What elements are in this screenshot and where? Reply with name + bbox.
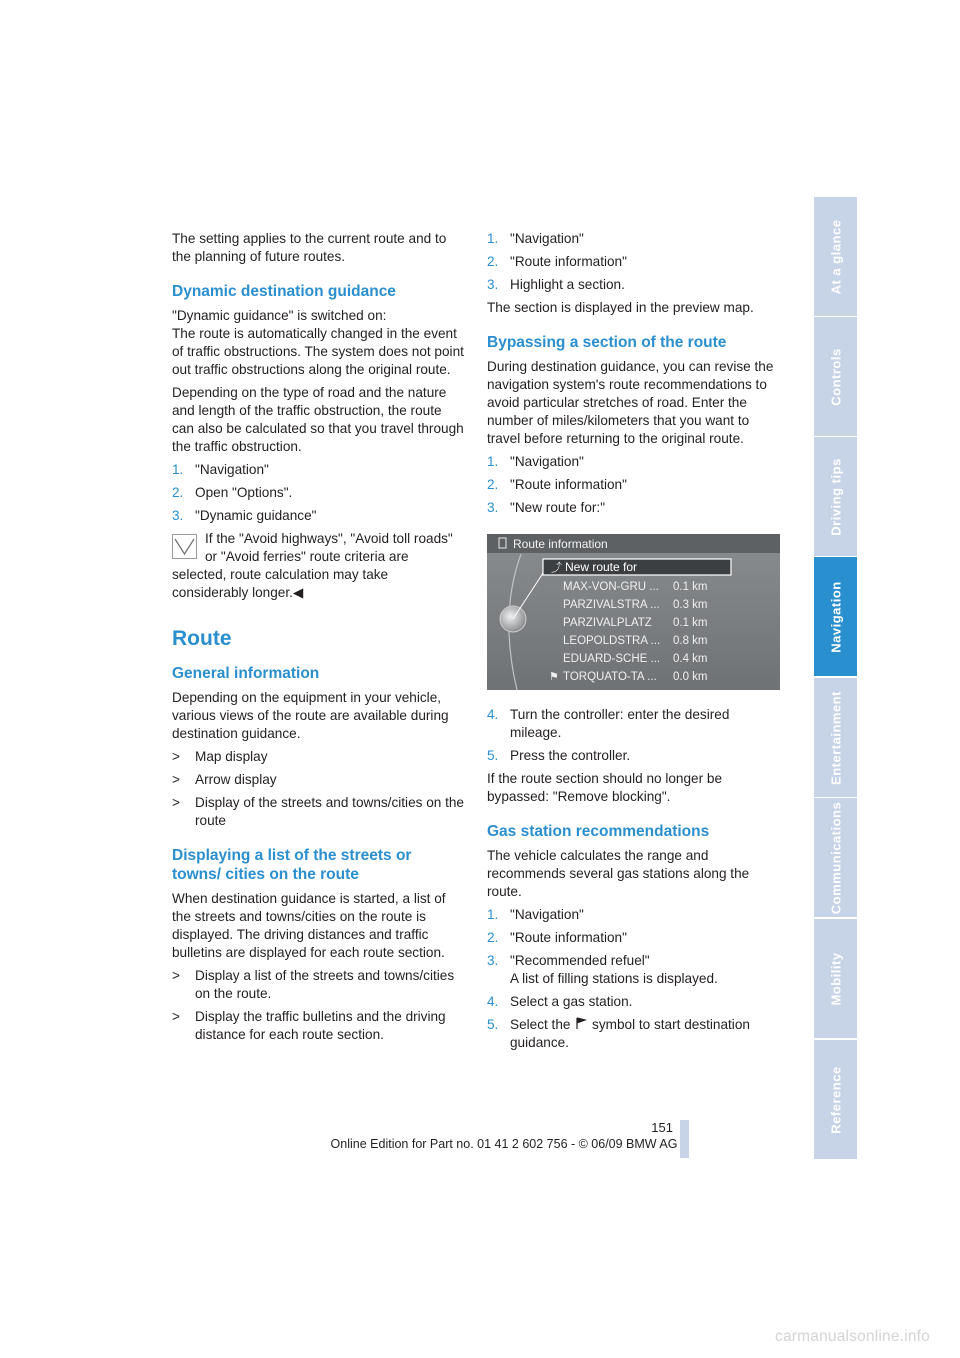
step-text: "Dynamic guidance": [195, 508, 317, 523]
tab-label: Navigation: [828, 580, 843, 653]
step-item: [487, 929, 781, 947]
bullet-marker: >: [172, 772, 180, 787]
step-item: [487, 1016, 781, 1052]
route-row-name: EDUARD-SCHE ...: [563, 653, 661, 665]
step-item: [487, 747, 781, 765]
edition-footer: Online Edition for Part no. 01 41 2 602 756 - © 06/09 BMW AG: [330, 1137, 678, 1151]
step-number: 1.: [487, 907, 499, 922]
route-row-name: PARZIVALPLATZ: [563, 617, 652, 629]
bullet-text: Map display: [195, 749, 268, 764]
tab-entertainment[interactable]: [814, 678, 857, 797]
note-box: [172, 530, 464, 602]
step-number: 5.: [487, 748, 499, 763]
tab-communications[interactable]: [814, 798, 857, 917]
left-column: [172, 230, 464, 1049]
bypass-paragraph: During destination guidance, you can revise the navigation system's route recommendations to avoid particular stretches of road. Enter the number of miles/kilometers that you want to travel before returning to the original route.: [487, 359, 774, 446]
bullet-marker: >: [172, 968, 180, 983]
route-row-distance: 0.3 km: [673, 599, 708, 611]
intro-paragraph: The setting applies to the current route and to the planning of future routes.: [172, 231, 447, 264]
tab-label: At a glance: [828, 219, 843, 294]
tab-driving-tips[interactable]: [814, 437, 857, 556]
destination-flag-icon: ⚑: [549, 671, 559, 683]
note-end-mark: ◀: [292, 585, 304, 600]
step-text: "Route information": [510, 477, 627, 492]
step-text: "Route information": [510, 930, 627, 945]
bullet-item: [172, 771, 464, 789]
screen-background: [487, 534, 780, 690]
bullet-marker: >: [172, 1009, 180, 1024]
step-number: 5.: [487, 1017, 499, 1032]
step-number: 2.: [487, 930, 499, 945]
step-item: [487, 993, 781, 1011]
step-text: Highlight a section.: [510, 277, 625, 292]
route-row-name: TORQUATO-TA ...: [563, 671, 657, 683]
bullet-marker: >: [172, 749, 180, 764]
step-item: [487, 453, 781, 471]
gas-station-heading: Gas station recommendations: [487, 823, 710, 840]
destination-flag-icon: [574, 1017, 588, 1030]
step-item: [487, 276, 781, 294]
screen-title: Route information: [513, 537, 608, 551]
dynamic-guidance-description: The route is automatically changed in the event of traffic obstructions. The system does not point out traffic obstructions along the original route.: [172, 326, 464, 377]
step-text: Select a gas station.: [510, 994, 633, 1009]
preview-map-paragraph: The section is displayed in the preview map.: [487, 300, 754, 315]
dynamic-guidance-heading: Dynamic destination guidance: [172, 283, 396, 300]
step-item: [172, 507, 464, 525]
step-number: 2.: [487, 477, 499, 492]
step-text: "Navigation": [510, 454, 584, 469]
step-item: [487, 499, 781, 517]
tab-controls[interactable]: [814, 317, 857, 436]
bullet-item: [172, 1008, 464, 1044]
right-column: [487, 230, 781, 1057]
route-row-name: LEOPOLDSTRA ...: [563, 635, 661, 647]
tab-label: Driving tips: [828, 457, 843, 536]
tab-navigation[interactable]: [814, 557, 857, 676]
bullet-item: [172, 967, 464, 1003]
step-number: 4.: [487, 707, 499, 722]
step-number: 1.: [172, 462, 184, 477]
tab-label: Entertainment: [828, 690, 843, 785]
bullet-item: [172, 748, 464, 766]
step-text-group: [510, 952, 781, 988]
step-item: [487, 706, 781, 742]
step-item: [172, 461, 464, 479]
streets-list-paragraph: When destination guidance is started, a list of the streets and towns/cities on the route is displayed. The driving distances and traffic bulletins are displayed for each route section.: [172, 891, 446, 960]
route-heading: Route: [172, 627, 232, 650]
bullet-text: Display the traffic bulletins and the driving distance for each route section.: [195, 1009, 446, 1042]
note-text: If the "Avoid highways", "Avoid toll roads" or "Avoid ferries" route criteria are selected, route calculation may take considerably longer.: [172, 531, 453, 600]
route-row-distance: 0.8 km: [673, 635, 708, 647]
step-text: Press the controller.: [510, 748, 631, 763]
step-text: "Navigation": [195, 462, 269, 477]
step-number: 3.: [487, 277, 499, 292]
tab-label: Communications: [828, 801, 843, 914]
step-number: 2.: [172, 485, 184, 500]
bullet-text: Display of the streets and towns/cities on the route: [195, 795, 464, 828]
step-number: 1.: [487, 454, 499, 469]
route-information-screenshot: [487, 534, 780, 690]
tab-label: Mobility: [828, 951, 843, 1006]
step-number: 1.: [487, 231, 499, 246]
step-text: "Navigation": [510, 231, 584, 246]
bullet-marker: >: [172, 795, 180, 810]
gas-station-paragraph: The vehicle calculates the range and recommends several gas stations along the route.: [487, 848, 750, 899]
route-row-distance: 0.0 km: [673, 671, 708, 683]
step-item: [487, 253, 781, 271]
dynamic-guidance-status: "Dynamic guidance" is switched on:: [172, 308, 387, 323]
tab-mobility[interactable]: [814, 919, 857, 1038]
watermark: carmanualsonline.info: [775, 1328, 930, 1345]
step-item: [487, 906, 781, 924]
new-route-label: New route for: [565, 560, 638, 574]
step-text-continued: symbol to start destination guidance.: [510, 1017, 750, 1050]
step-text: Open "Options".: [195, 485, 293, 500]
streets-list-heading: Displaying a list of the streets or towns/ cities on the route: [172, 847, 412, 883]
step-item: [172, 484, 464, 502]
chapter-tabs: [814, 197, 857, 1159]
step-text: Turn the controller: enter the desired mileage.: [510, 707, 730, 740]
dynamic-guidance-paragraph-2: Depending on the type of road and the nature and length of the traffic obstruction, the route can also be calculated so that you travel through the traffic obstruction.: [172, 385, 464, 454]
route-row-distance: 0.4 km: [673, 653, 708, 665]
step-number: 3.: [487, 500, 499, 515]
route-row-name: MAX-VON-GRU ...: [563, 581, 659, 593]
step-text: Select the: [510, 1017, 571, 1032]
page-number: 151: [651, 1120, 673, 1135]
step-text: "Recommended refuel": [510, 953, 650, 968]
route-row-distance: 0.1 km: [673, 581, 708, 593]
bypass-heading: Bypassing a section of the route: [487, 334, 727, 351]
step-item: [487, 230, 781, 248]
tab-label: Controls: [828, 347, 843, 406]
note-icon: [172, 534, 197, 559]
step-number: 2.: [487, 254, 499, 269]
new-route-icon: ⤴: [551, 562, 562, 574]
dynamic-guidance-paragraph: [172, 307, 464, 379]
tab-at-a-glance[interactable]: [814, 197, 857, 316]
remove-blocking-paragraph: If the route section should no longer be bypassed: "Remove blocking".: [487, 771, 723, 804]
step-number: 3.: [172, 508, 184, 523]
route-row-distance: 0.1 km: [673, 617, 708, 629]
step-subtext: A list of filling stations is displayed.: [510, 971, 718, 986]
step-item: [487, 952, 781, 988]
general-info-heading: General information: [172, 665, 320, 682]
bullet-text: Arrow display: [195, 772, 277, 787]
bullet-text: Display a list of the streets and towns/cities on the route.: [195, 968, 455, 1001]
general-info-paragraph: Depending on the equipment in your vehicle, various views of the route are available during destination guidance.: [172, 690, 449, 741]
step-text: "New route for:": [510, 500, 606, 515]
step-number: 3.: [487, 953, 499, 968]
step-text-group: [510, 1016, 781, 1052]
bullet-item: [172, 794, 464, 830]
step-item: [487, 476, 781, 494]
step-text: "Route information": [510, 254, 627, 269]
route-row-name: PARZIVALSTRA ...: [563, 599, 660, 611]
step-text: "Navigation": [510, 907, 584, 922]
tab-label: Reference: [828, 1065, 843, 1134]
step-number: 4.: [487, 994, 499, 1009]
